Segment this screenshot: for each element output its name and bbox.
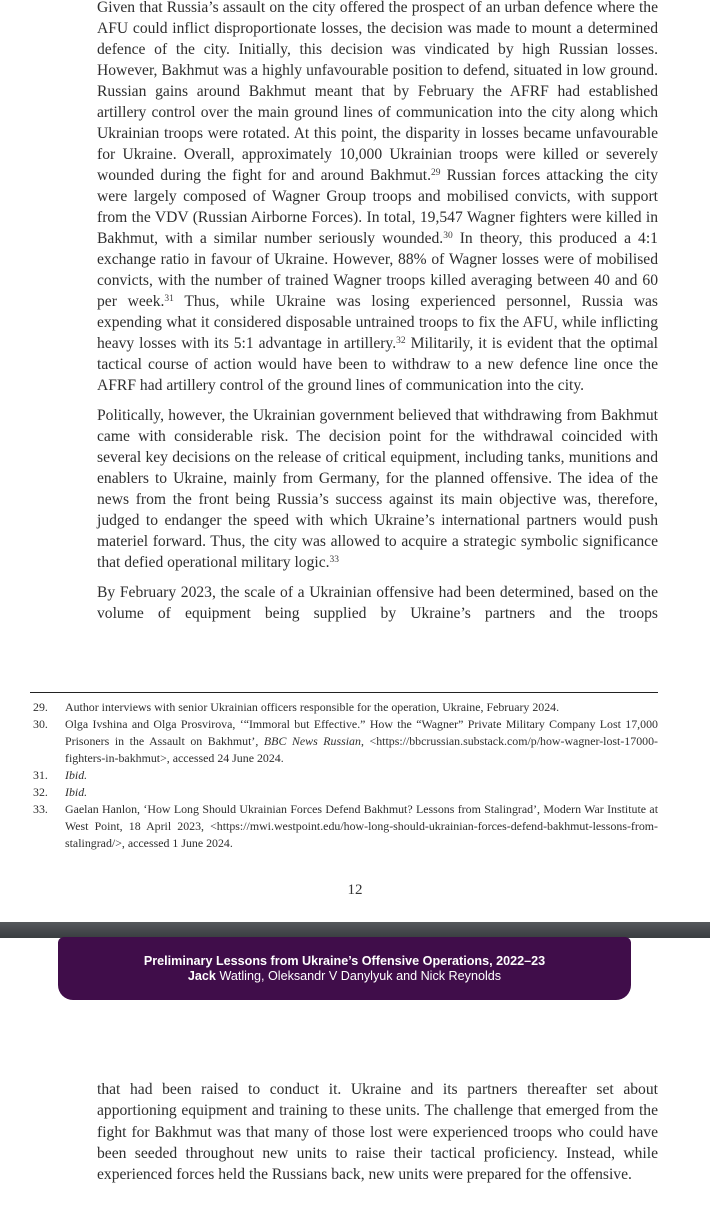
report-authors: [58, 969, 631, 984]
report-author-lead: Jack: [187, 969, 216, 983]
text-segment: Author interviews with senior Ukrainian officers responsible for the operation, Ukraine, February 2024.: [65, 700, 560, 714]
footnote-ref[interactable]: 33: [329, 555, 340, 565]
footnote-text: [65, 801, 658, 852]
body-paragraph: [97, 0, 658, 396]
footnote-item: [33, 716, 658, 767]
footnote-number: 31.: [33, 768, 48, 782]
footnote-number: 29.: [33, 700, 48, 714]
text-segment: Russian forces attacking the city were largely composed of Wagner Group troops and mobilised convicts, with support from the VDV (Russian Airborne Forces). In total, 19,547 Wagner fighters were killed in Bakhmut, with a similar number seriously wounded.: [97, 167, 658, 247]
page-divider-bar: [0, 922, 710, 938]
text-segment: In theory, this produced a 4:1 exchange ratio in favour of Ukraine. However, 88% of Wagner losses were of mobilised convicts, with the number of trained Wagner troops killed averaging between 40 and 60 per week.: [97, 230, 658, 310]
footnote-item: [33, 801, 658, 852]
report-header-banner: [58, 937, 631, 1000]
footnote-ref[interactable]: 32: [396, 336, 406, 346]
report-authors-rest: Watling, Oleksandr V Danylyuk and Nick Reynolds: [215, 969, 502, 983]
footnote-item: [33, 699, 658, 716]
footnote-number: 30.: [33, 717, 48, 731]
text-segment: By February 2023, the scale of a Ukrainian offensive had been determined, based on the volume of equipment being supplied by Ukraine’s partners and the troops: [97, 584, 658, 622]
text-segment: , <https://bbcrussian.substack.com/p/how-wagner-lost-17000-fighters-in-bakhmut>, accessed 24 June 2024.: [65, 734, 658, 765]
text-segment: Ibid.: [65, 785, 88, 799]
text-segment: Given that Russia’s assault on the city offered the prospect of an urban defence where the AFU could inflict disproportionate losses, the decision was made to mount a determined defence of the city. Initially, this decision was vindicated by high Russian losses. However, Bakhmut was a highly unfavourable position to defend, situated in low ground. Russian gains around Bakhmut meant that by February the AFRF had established artillery control over the main ground lines of communication into the city along which Ukrainian troops were rotated. At this point, the disparity in losses became unfavourable for Ukraine. Overall, approximately 10,000 Ukrainian troops were killed or severely wounded during the fight for and around Bakhmut.: [97, 0, 658, 184]
text-segment: Politically, however, the Ukrainian government believed that withdrawing from Bakhmut came with considerable risk. The decision point for the withdrawal coincided with several key decisions on the release of critical equipment, including tanks, munitions and enablers to Ukraine, mainly from Germany, for the planned offensive. The idea of the news from the front being Russia’s success against its main objective was, therefore, judged to endanger the speed with which Ukraine’s international partners would push materiel forward. Thus, the city was allowed to acquire a strategic symbolic significance that defied operational military logic.: [97, 407, 658, 571]
body-paragraph: [97, 582, 658, 624]
report-title: Preliminary Lessons from Ukraine’s Offensive Operations, 2022–23: [143, 954, 546, 968]
page1-body-text: [97, 0, 658, 633]
page-number: 12: [347, 882, 363, 898]
footnote-ref[interactable]: 29: [431, 168, 441, 178]
footnote-ref[interactable]: 31: [164, 294, 174, 304]
footnote-text: [65, 784, 658, 801]
body-paragraph: [97, 405, 658, 573]
text-segment: Ibid.: [65, 768, 88, 782]
footnote-text: [65, 716, 658, 767]
footnote-number: 32.: [33, 785, 48, 799]
footnote-item: [33, 767, 658, 784]
text-segment: Gaelan Hanlon, ‘How Long Should Ukrainian Forces Defend Bakhmut? Lessons from Stalingrad’, Modern War Institute at West Point, 18 April 2023, <https://mwi.westpoint.edu/how-long-should-ukrainian-forces-defend-bakhmut-lessons-from-stalingrad/>, accessed 1 June 2024.: [65, 802, 658, 850]
body-paragraph: [97, 1079, 658, 1185]
footnote-separator: [30, 692, 658, 693]
footnote-text: [65, 767, 658, 784]
footnote-item: [33, 784, 658, 801]
text-segment: Olga Ivshina and Olga Prosvirova, ‘“Immoral but Effective.” How the “Wagner” Private Military Company Lost 17,000 Prisoners in the Assault on Bakhmut’,: [65, 717, 658, 748]
text-segment: BBC News Russian: [263, 734, 361, 748]
footnote-text: [65, 699, 658, 716]
text-segment: Militarily, it is evident that the optimal tactical course of action would have been to withdraw to a new defence line once the AFRF had artillery control of the ground lines of communication into the city.: [97, 335, 658, 394]
text-segment: Thus, while Ukraine was losing experienced personnel, Russia was expending what it considered disposable untrained troops to fix the AFU, while inflicting heavy losses with its 5:1 advantage in artillery.: [97, 293, 658, 352]
footnote-block: [33, 699, 658, 852]
footnote-ref[interactable]: 30: [443, 231, 453, 241]
page2-body-text: [97, 1079, 658, 1185]
footnote-number: 33.: [33, 802, 48, 816]
text-segment: that had been raised to conduct it. Ukraine and its partners thereafter set about apportioning equipment and training to these units. The challenge that emerged from the fight for Bakhmut was that many of those lost were experienced troops who could have been seeded throughout new units to raise their tactical proficiency. Instead, while experienced forces held the Russians back, new units were prepared for the offensive.: [97, 1081, 658, 1184]
